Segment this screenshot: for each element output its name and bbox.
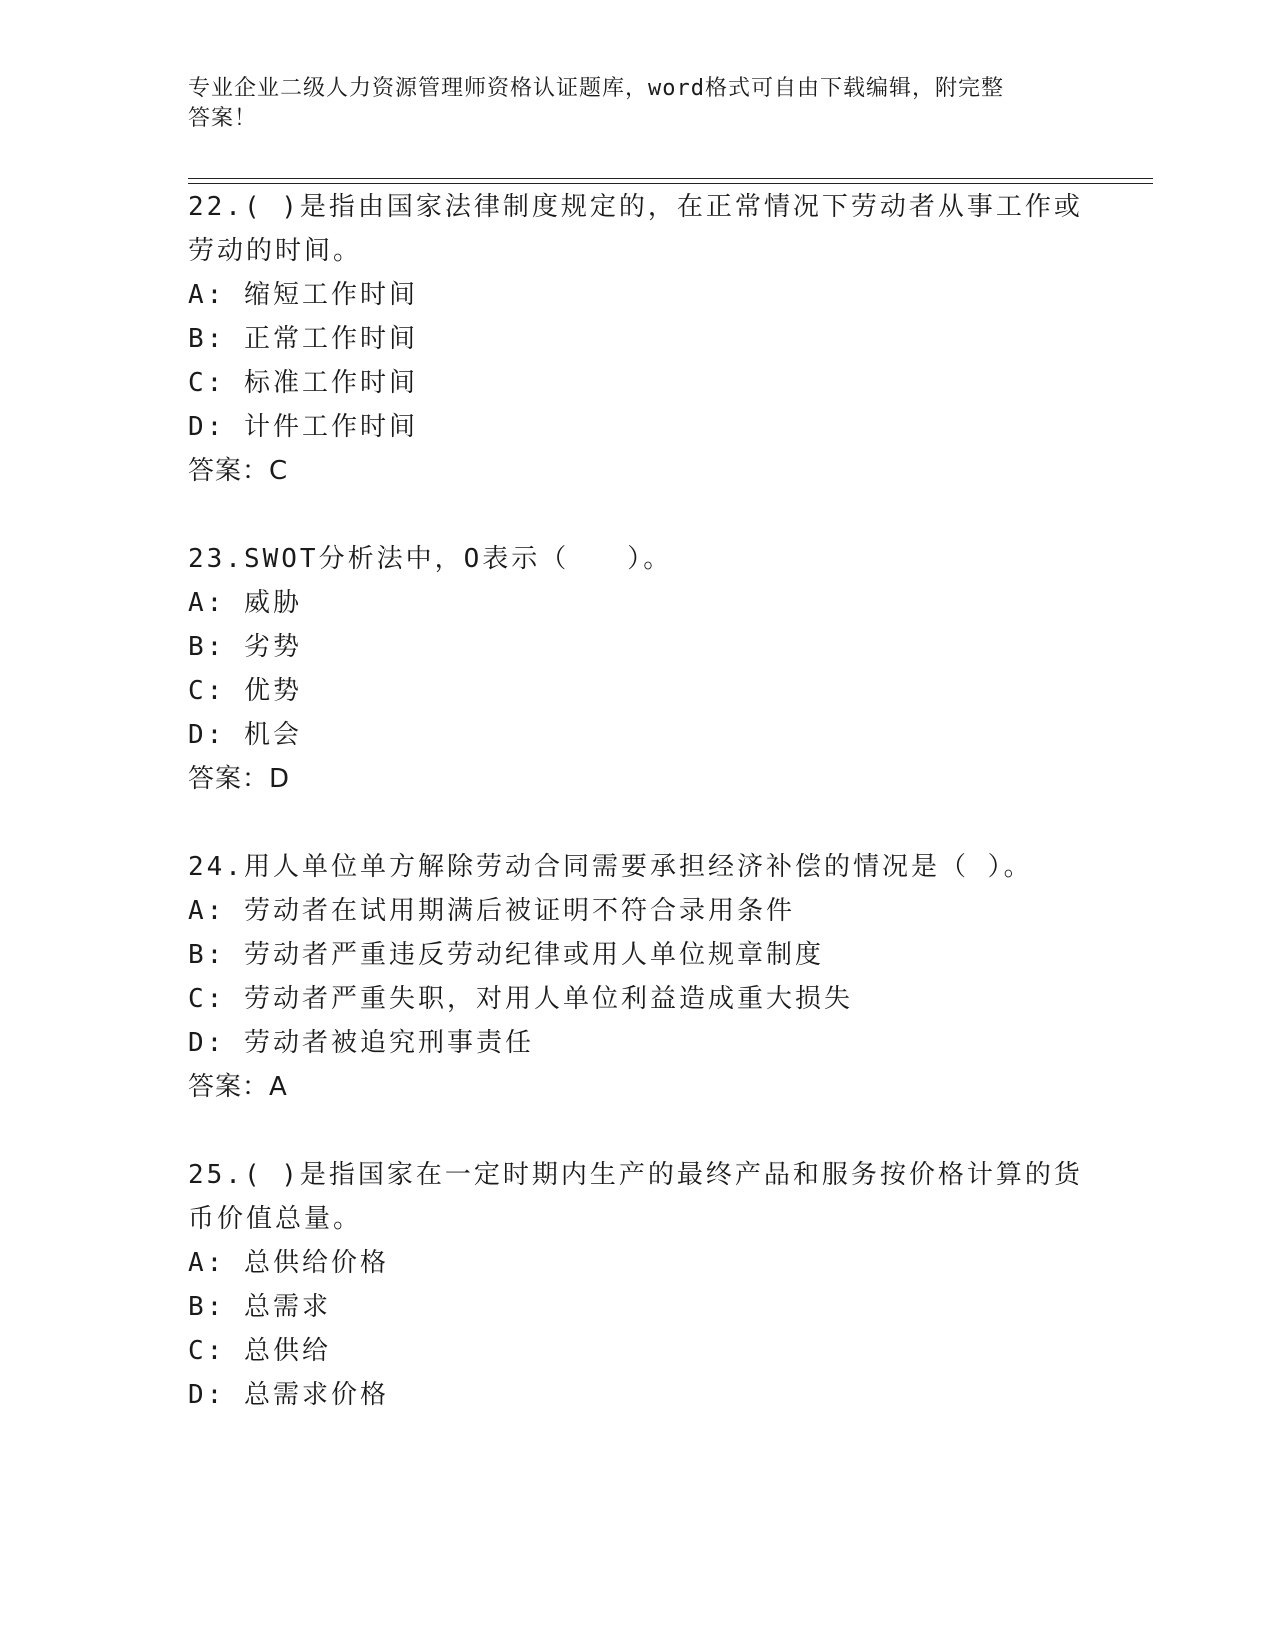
question-stem: 23.SWOT分析法中，O表示（ ）。 (188, 544, 673, 574)
option-b: B: 劳动者严重违反劳动纪律或用人单位规章制度 (188, 940, 824, 970)
option-c: C: 标准工作时间 (188, 368, 418, 398)
question-stem: 22.( )是指由国家法律制度规定的，在正常情况下劳动者从事工作或 (188, 192, 1083, 222)
option-b: B: 正常工作时间 (188, 324, 418, 354)
document-header (188, 74, 1068, 134)
option-c: C: 总供给 (188, 1336, 331, 1366)
option-a: A: 总供给价格 (188, 1248, 389, 1278)
answer: 答案：A (188, 1072, 288, 1102)
option-b: B: 总需求 (188, 1292, 331, 1322)
option-d: D: 总需求价格 (188, 1380, 389, 1410)
option-a: A: 威胁 (188, 588, 302, 618)
option-d: D: 劳动者被追究刑事责任 (188, 1028, 534, 1058)
question-stem: 25.( )是指国家在一定时期内生产的最终产品和服务按价格计算的货 (188, 1160, 1083, 1190)
option-b: B: 劣势 (188, 632, 302, 662)
header-line-1: 专业企业二级人力资源管理师资格认证题库，word格式可自由下载编辑，附完整 (188, 76, 1004, 101)
option-a: A: 缩短工作时间 (188, 280, 418, 310)
option-d: D: 计件工作时间 (188, 412, 418, 442)
header-divider-bottom (188, 183, 1153, 184)
answer: 答案：C (188, 456, 289, 486)
header-line-2: 答案！ (188, 106, 258, 131)
question-stem-continued: 劳动的时间。 (188, 236, 363, 266)
option-a: A: 劳动者在试用期满后被证明不符合录用条件 (188, 896, 795, 926)
option-c: C: 优势 (188, 676, 302, 706)
question-stem: 24.用人单位单方解除劳动合同需要承担经济补偿的情况是（ ）。 (188, 852, 1033, 882)
option-d: D: 机会 (188, 720, 302, 750)
header-divider-top (188, 178, 1153, 179)
answer: 答案：D (188, 764, 291, 794)
question-stem-continued: 币价值总量。 (188, 1204, 363, 1234)
option-c: C: 劳动者严重失职，对用人单位利益造成重大损失 (188, 984, 853, 1014)
